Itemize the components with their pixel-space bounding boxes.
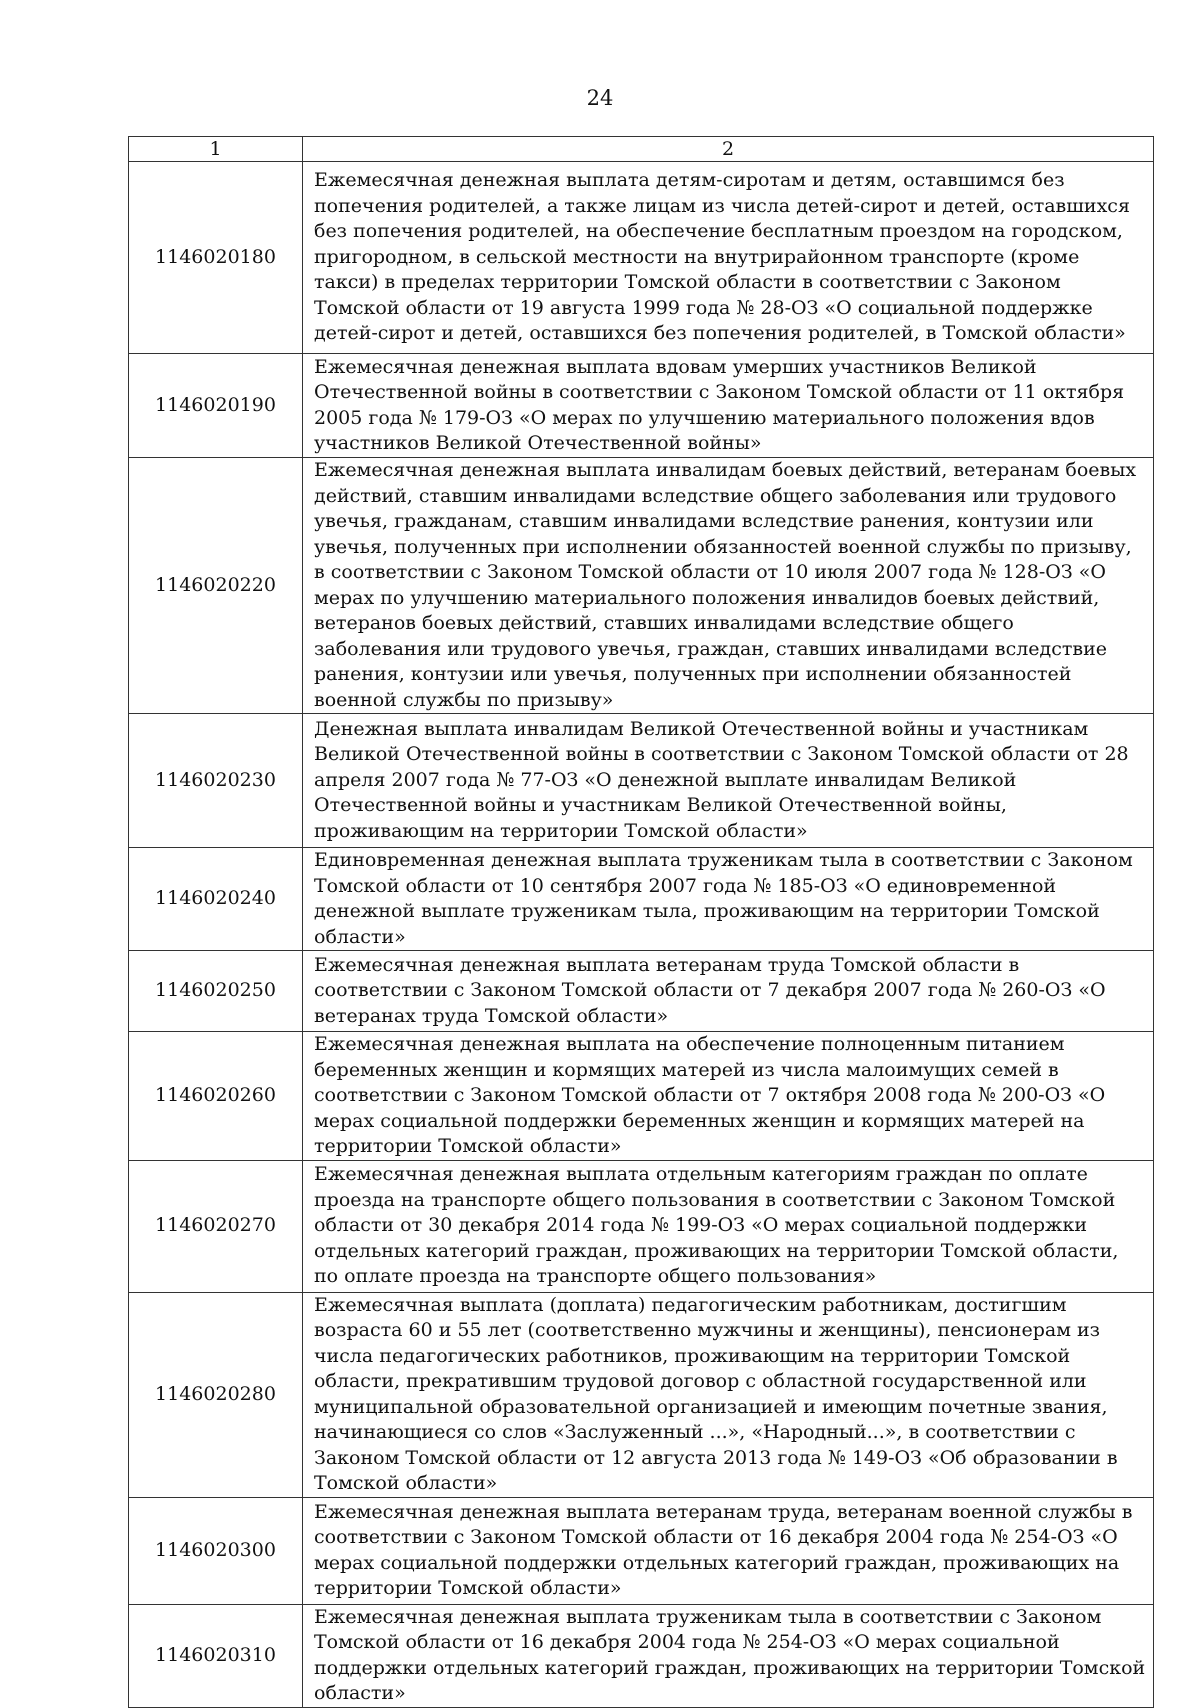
payment-description: Денежная выплата инвалидам Великой Отечественной войны и участникам Великой Отечественной войны в соответствии с Законом Томской области от 28 апреля 2007 года № 77-ОЗ «О денежной выплате инвалидам Великой Отечественной войны и участникам Великой Отечественной войны, проживающим на территории Томской области» xyxy=(303,714,1154,848)
table-header-row xyxy=(129,137,1154,162)
table-row xyxy=(129,1292,1154,1497)
budget-code: 1146020230 xyxy=(129,714,303,848)
budget-code: 1146020240 xyxy=(129,848,303,951)
table-row xyxy=(129,951,1154,1032)
payment-description: Ежемесячная денежная выплата ветеранам труда, ветеранам военной службы в соответствии с Законом Томской области от 16 декабря 2004 года № 254-ОЗ «О мерах социальной поддержки отдельных категорий граждан, проживающих на территории Томской области» xyxy=(303,1497,1154,1604)
page-number: 24 xyxy=(586,86,614,110)
payment-description: Ежемесячная денежная выплата вдовам умерших участников Великой Отечественной войны в соответствии с Законом Томской области от 11 октября 2005 года № 179-ОЗ «О мерах по улучшению материального положения вдов участников Великой Отечественной войны» xyxy=(303,354,1154,458)
table-row xyxy=(129,1032,1154,1161)
payment-description: Ежемесячная выплата (доплата) педагогическим работникам, достигшим возраста 60 и 55 лет (соответственно мужчины и женщины), пенсионерам из числа педагогических работников, проживающим на территории Томской области, прекратившим трудовой договор с областной государственной или муниципальной образовательной организацией и имеющим почетные звания, начинающиеся со слов «Заслуженный ...», «Народный...», в соответствии с Законом Томской области от 12 августа 2013 года № 149-ОЗ «Об образовании в Томской области» xyxy=(303,1292,1154,1497)
table-row xyxy=(129,1160,1154,1292)
budget-code: 1146020250 xyxy=(129,951,303,1032)
budget-code: 1146020280 xyxy=(129,1292,303,1497)
budget-code: 1146020190 xyxy=(129,354,303,458)
payment-description: Ежемесячная денежная выплата труженикам тыла в соответствии с Законом Томской области от 16 декабря 2004 года № 254-ОЗ «О мерах социальной поддержки отдельных категорий граждан, проживающих на территории Томской области» xyxy=(303,1604,1154,1707)
table-row xyxy=(129,458,1154,714)
column-header-2: 2 xyxy=(303,137,1154,162)
budget-code-table xyxy=(128,136,1154,1708)
budget-code: 1146020310 xyxy=(129,1604,303,1707)
column-header-1: 1 xyxy=(129,137,303,162)
payment-description: Ежемесячная денежная выплата отдельным категориям граждан по оплате проезда на транспорте общего пользования в соответствии с Законом Томской области от 30 декабря 2014 года № 199-ОЗ «О мерах социальной поддержки отдельных категорий граждан, проживающих на территории Томской области, по оплате проезда на транспорте общего пользования» xyxy=(303,1160,1154,1292)
budget-code: 1146020220 xyxy=(129,458,303,714)
table-row xyxy=(129,162,1154,354)
table-row xyxy=(129,1497,1154,1604)
table-row xyxy=(129,354,1154,458)
payment-description: Ежемесячная денежная выплата на обеспечение полноценным питанием беременных женщин и кормящих матерей из числа малоимущих семей в соответствии с Законом Томской области от 7 октября 2008 года № 200-ОЗ «О мерах социальной поддержки беременных женщин и кормящих матерей на территории Томской области» xyxy=(303,1032,1154,1161)
table-row xyxy=(129,714,1154,848)
payment-description: Ежемесячная денежная выплата детям-сиротам и детям, оставшимся без попечения родителей, а также лицам из числа детей-сирот и детей, оставшихся без попечения родителей, на обеспечение бесплатным проездом на городском, пригородном, в сельской местности на внутрирайонном транспорте (кроме такси) в пределах территории Томской области в соответствии с Законом Томской области от 19 августа 1999 года № 28-ОЗ «О социальной поддержке детей-сирот и детей, оставшихся без попечения родителей, в Томской области» xyxy=(303,162,1154,354)
table-row xyxy=(129,848,1154,951)
budget-code: 1146020270 xyxy=(129,1160,303,1292)
budget-code: 1146020260 xyxy=(129,1032,303,1161)
payment-description: Единовременная денежная выплата труженикам тыла в соответствии с Законом Томской области от 10 сентября 2007 года № 185-ОЗ «О единовременной денежной выплате труженикам тыла, проживающим на территории Томской области» xyxy=(303,848,1154,951)
budget-code: 1146020180 xyxy=(129,162,303,354)
payment-description: Ежемесячная денежная выплата инвалидам боевых действий, ветеранам боевых действий, ставшим инвалидами вследствие общего заболевания или трудового увечья, гражданам, ставшим инвалидами вследствие ранения, контузии или увечья, полученных при исполнении обязанностей военной службы по призыву, в соответствии с Законом Томской области от 10 июля 2007 года № 128-ОЗ «О мерах по улучшению материального положения инвалидов боевых действий, ветеранов боевых действий, ставших инвалидами вследствие общего заболевания или трудового увечья, граждан, ставших инвалидами вследствие ранения, контузии или увечья, полученных при исполнении обязанностей военной службы по призыву» xyxy=(303,458,1154,714)
payment-description: Ежемесячная денежная выплата ветеранам труда Томской области в соответствии с Законом Томской области от 7 декабря 2007 года № 260-ОЗ «О ветеранах труда Томской области» xyxy=(303,951,1154,1032)
budget-code: 1146020300 xyxy=(129,1497,303,1604)
table-row xyxy=(129,1604,1154,1707)
